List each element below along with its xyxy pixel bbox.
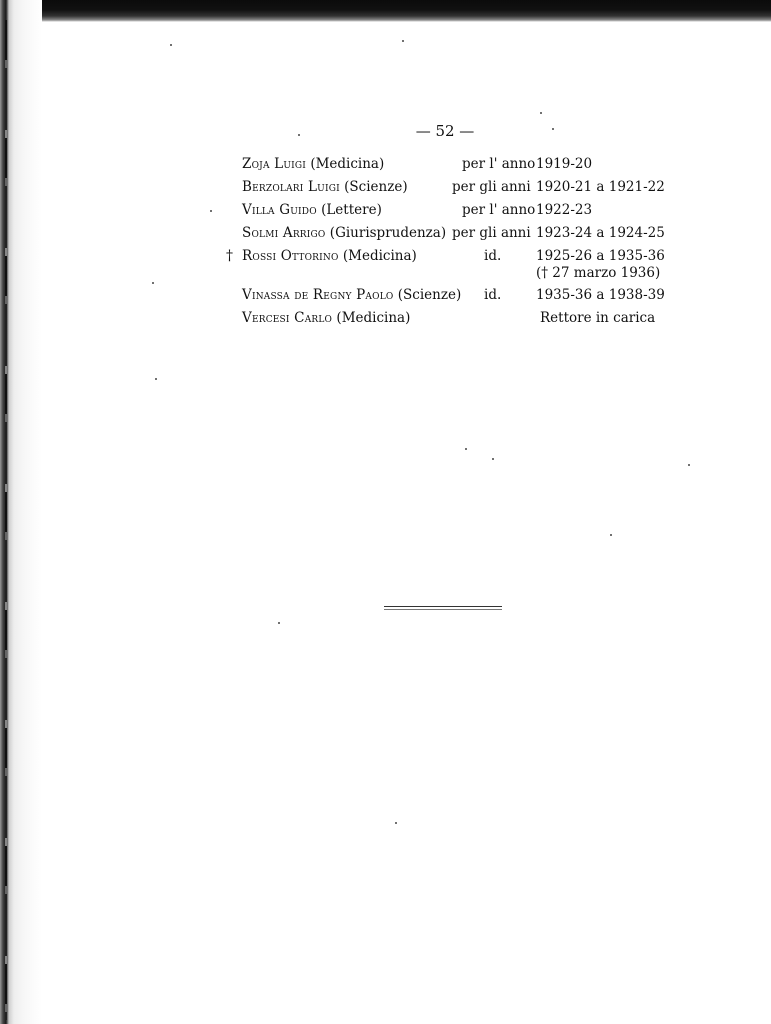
- list-item-note: († 27 marzo 1936): [536, 265, 661, 281]
- list-item-name: Vercesi Carlo (Medicina): [242, 310, 411, 326]
- list-item-name: Solmi Arrigo (Giurisprudenza): [242, 225, 447, 241]
- scan-speck: [152, 282, 154, 284]
- list-item-period-label: per l' anno: [462, 202, 536, 218]
- scan-speck: [155, 378, 157, 380]
- scan-speck: [492, 458, 494, 460]
- scan-speck: [395, 822, 397, 824]
- list-item-years: 1920-21 a 1921-22: [536, 179, 665, 195]
- scan-speck: [610, 534, 612, 536]
- scan-binding-edge: [0, 0, 42, 1024]
- scan-speck: [402, 40, 404, 42]
- scan-speck: [688, 464, 690, 466]
- list-item-years: Rettore in carica: [540, 310, 656, 326]
- scan-speck: [540, 112, 542, 114]
- dagger-mark: †: [226, 248, 233, 264]
- list-item-name: Vinassa de Regny Paolo (Scienze): [242, 287, 462, 303]
- scan-speck: [298, 134, 300, 136]
- list-item-name: Zoja Luigi (Medicina): [242, 156, 385, 172]
- scan-speck: [210, 210, 212, 212]
- page-number: — 52 —: [415, 122, 475, 140]
- scan-speck: [465, 448, 467, 450]
- list-item-period-label: per gli anni: [452, 179, 531, 195]
- list-item-years: 1923-24 a 1924-25: [536, 225, 665, 241]
- scan-top-edge: [0, 0, 771, 22]
- list-item-period-label: id.: [484, 287, 502, 303]
- list-item-years: 1922-23: [536, 202, 593, 218]
- list-item-name: Villa Guido (Lettere): [242, 202, 382, 218]
- closing-rule-secondary: [384, 609, 502, 610]
- list-item-period-label: per gli anni: [452, 225, 531, 241]
- list-item-years: 1919-20: [536, 156, 593, 172]
- closing-rule: [384, 606, 502, 607]
- scan-speck: [170, 44, 172, 46]
- scan-speck: [552, 128, 554, 130]
- list-item-name: Berzolari Luigi (Scienze): [242, 179, 408, 195]
- list-item-years: 1935-36 a 1938-39: [536, 287, 665, 303]
- list-item-name: Rossi Ottorino (Medicina): [242, 248, 417, 264]
- list-item-period-label: per l' anno: [462, 156, 536, 172]
- list-item-years: 1925-26 a 1935-36: [536, 248, 665, 264]
- list-item-period-label: id.: [484, 248, 502, 264]
- scan-speck: [278, 622, 280, 624]
